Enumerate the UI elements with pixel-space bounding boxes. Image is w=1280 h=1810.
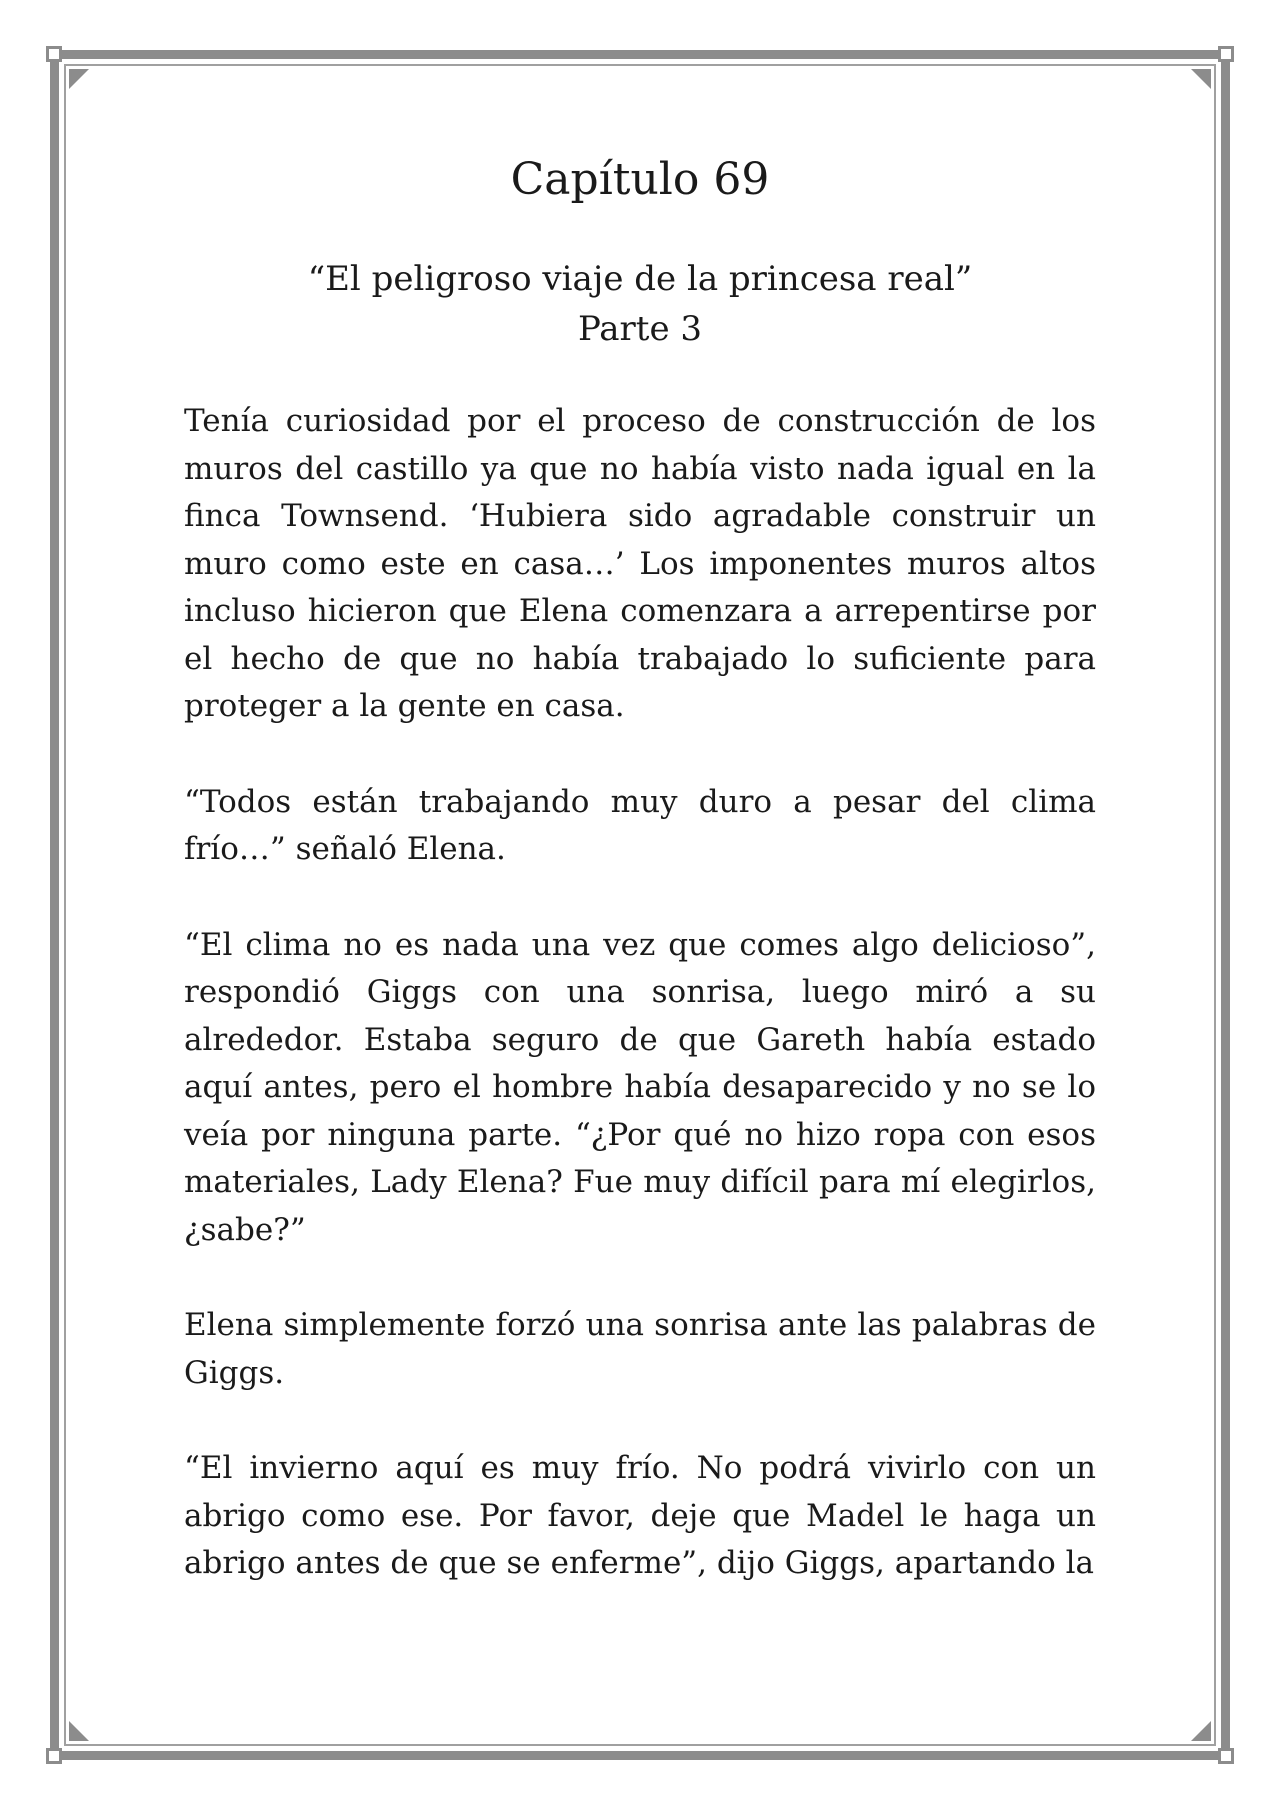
chapter-subtitle: “El peligroso viaje de la princesa real” (307, 259, 973, 299)
corner-ornament-bottom-left (69, 1721, 89, 1741)
paragraph-1: Tenía curiosidad por el proceso de construcción de los muros del castillo ya que no había visto nada igual en la finca Townsend. ‘Hubiera sido agradable construir un muro como este en casa…’ Los imponentes muros altos incluso hicieron que Elena comenzara a arrepentirse por el hecho de que no había trabajado lo suficiente para proteger a la gente en casa. (184, 403, 1096, 724)
corner-ornament-top-left (69, 69, 89, 89)
paragraph-3: “El clima no es nada una vez que comes algo delicioso”, respondió Giggs con una sonrisa, luego miró a su alrededor. Estaba seguro de que Gareth había estado aquí antes, pero el hombre había desaparecido y no se lo veía por ninguna parte. “¿Por qué no hizo ropa con esos materiales, Lady Elena? Fue muy difícil para mí elegirlos, ¿sabe?” (184, 926, 1096, 1248)
frame-knot-bottom-left (46, 1748, 62, 1764)
corner-ornament-top-right (1191, 69, 1211, 89)
frame-knot-top-right (1218, 46, 1234, 62)
chapter-title: Capítulo 69 (510, 154, 770, 205)
page-content (184, 150, 1096, 1636)
paragraph-2: “Todos están trabajando muy duro a pesar del clima frío…” señaló Elena. (184, 783, 1096, 867)
chapter-part: Parte 3 (577, 309, 703, 349)
paragraph-5: “El invierno aquí es muy frío. No podrá vivirlo con un abrigo como ese. Por favor, deje que Madel le haga un abrigo antes de que se enferme”, dijo Giggs, apartando la (184, 1450, 1096, 1581)
paragraph-4: Elena simplemente forzó una sonrisa ante las palabras de Giggs. (184, 1307, 1096, 1391)
frame-knot-bottom-right (1218, 1748, 1234, 1764)
frame-knot-top-left (46, 46, 62, 62)
corner-ornament-bottom-right (1191, 1721, 1211, 1741)
